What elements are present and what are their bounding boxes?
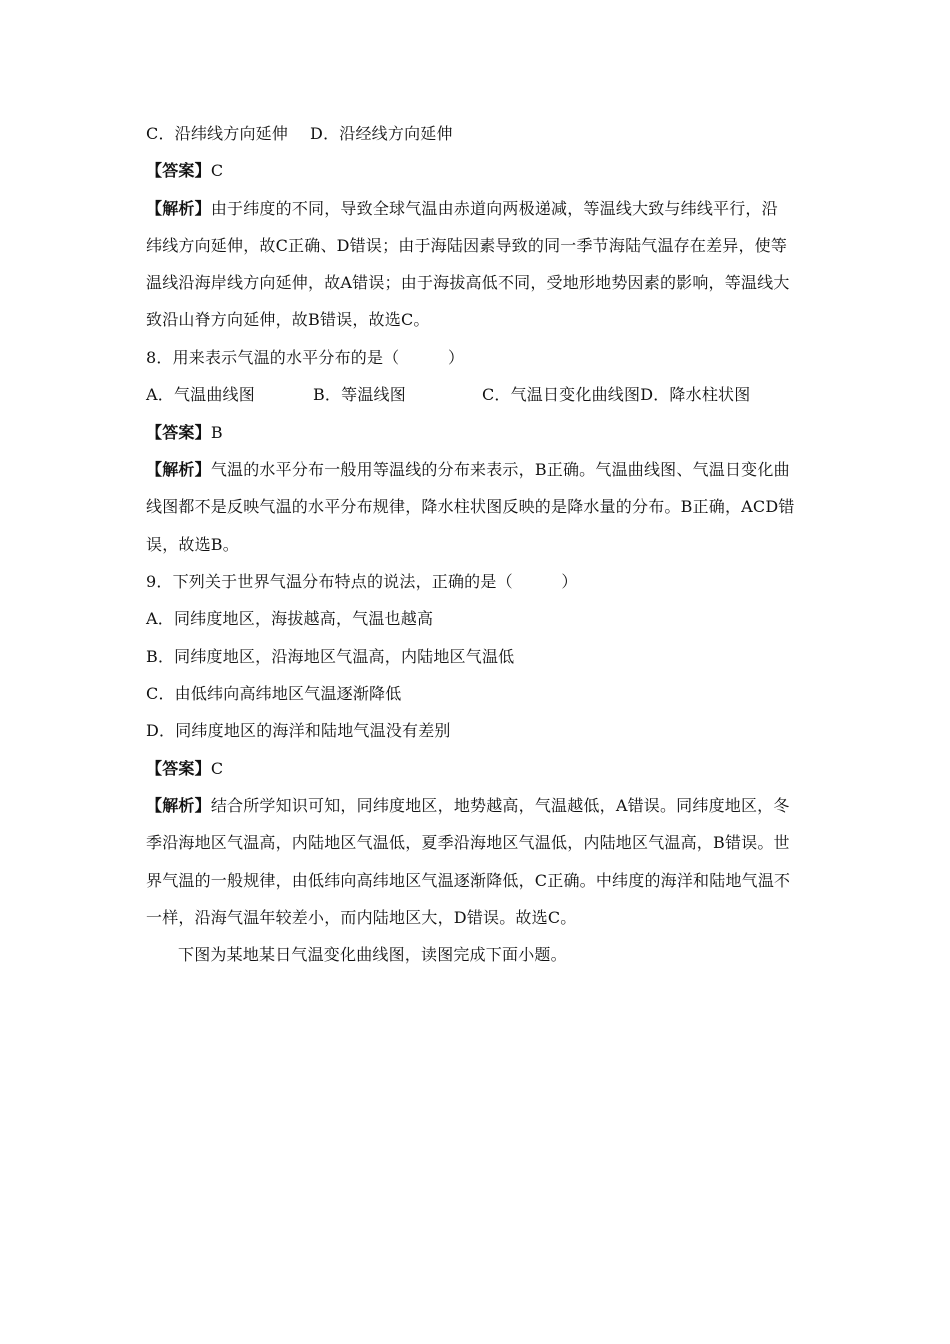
analysis-text: 气温的水平分布一般用等温线的分布来表示，B正确。气温曲线图、气温日变化曲 (210, 460, 790, 479)
q8-stem: 8．用来表示气温的水平分布的是（ ） (146, 348, 465, 367)
answer-tag: 【答案】 (146, 423, 211, 442)
q8-answer (146, 423, 826, 443)
q7-analysis-line-3: 温线沿海岸线方向延伸，故A错误；由于海拔高低不同，受地形地势因素的影响，等温线大 (146, 273, 790, 292)
answer-tag: 【答案】 (146, 161, 211, 180)
q8-option-d: D．降水柱状图 (640, 385, 751, 404)
q8-option-c: C．气温日变化曲线图 (481, 385, 641, 404)
q9-option-c: C．由低纬向高纬地区气温逐渐降低 (146, 684, 402, 703)
analysis-text: 结合所学知识可知，同纬度地区，地势越高，气温越低，A错误。同纬度地区，冬 (210, 796, 790, 815)
q8-options-line (146, 385, 826, 405)
q9-option-d: D．同纬度地区的海洋和陆地气温没有差别 (146, 721, 451, 740)
q9-option-b: B．同纬度地区，沿海地区气温高，内陆地区气温低 (146, 647, 515, 666)
q8-analysis-line-3: 误，故选B。 (146, 535, 239, 554)
analysis-tag: 【解析】 (146, 199, 211, 218)
q9-analysis-line-3: 界气温的一般规律，由低纬向高纬地区气温逐渐降低，C正确。中纬度的海洋和陆地气温不 (146, 871, 791, 890)
q9-analysis-line-2: 季沿海地区气温高，内陆地区气温低，夏季沿海地区气温低，内陆地区气温高，B错误。世 (146, 833, 790, 852)
analysis-tag: 【解析】 (146, 796, 211, 815)
q7-analysis-line-1 (146, 199, 826, 219)
answer-value: C (210, 759, 224, 778)
q7-analysis-line-2: 纬线方向延伸，故C正确、D错误；由于海陆因素导致的同一季节海陆气温存在差异，使等 (146, 236, 788, 255)
q9-analysis-line-1 (146, 796, 826, 816)
next-group-intro: 下图为某地某日气温变化曲线图，读图完成下面小题。 (178, 945, 567, 964)
q7-option-c: C．沿纬线方向延伸 (146, 124, 289, 143)
q9-stem: 9．下列关于世界气温分布特点的说法，正确的是（ ） (146, 572, 578, 591)
q9-option-a: A．同纬度地区，海拔越高，气温也越高 (146, 609, 434, 628)
q9-answer (146, 759, 826, 779)
answer-value: B (210, 423, 223, 442)
q7-answer (146, 161, 826, 181)
q8-option-a: A．气温曲线图 (146, 385, 255, 404)
q7-options-line (146, 124, 826, 144)
q9-analysis-line-4: 一样，沿海气温年较差小，而内陆地区大，D错误。故选C。 (146, 908, 577, 927)
analysis-text: 由于纬度的不同，导致全球气温由赤道向两极递减，等温线大致与纬线平行，沿 (210, 199, 778, 218)
answer-tag: 【答案】 (146, 759, 211, 778)
q8-analysis-line-2: 线图都不是反映气温的水平分布规律，降水柱状图反映的是降水量的分布。B正确，ACD错 (146, 497, 795, 516)
q8-analysis-line-1 (146, 460, 826, 480)
q8-option-b: B．等温线图 (312, 385, 406, 404)
q7-analysis-line-4: 致沿山脊方向延伸，故B错误，故选C。 (146, 310, 430, 329)
q7-option-d: D．沿经线方向延伸 (310, 124, 453, 143)
analysis-tag: 【解析】 (146, 460, 211, 479)
answer-value: C (210, 161, 224, 180)
